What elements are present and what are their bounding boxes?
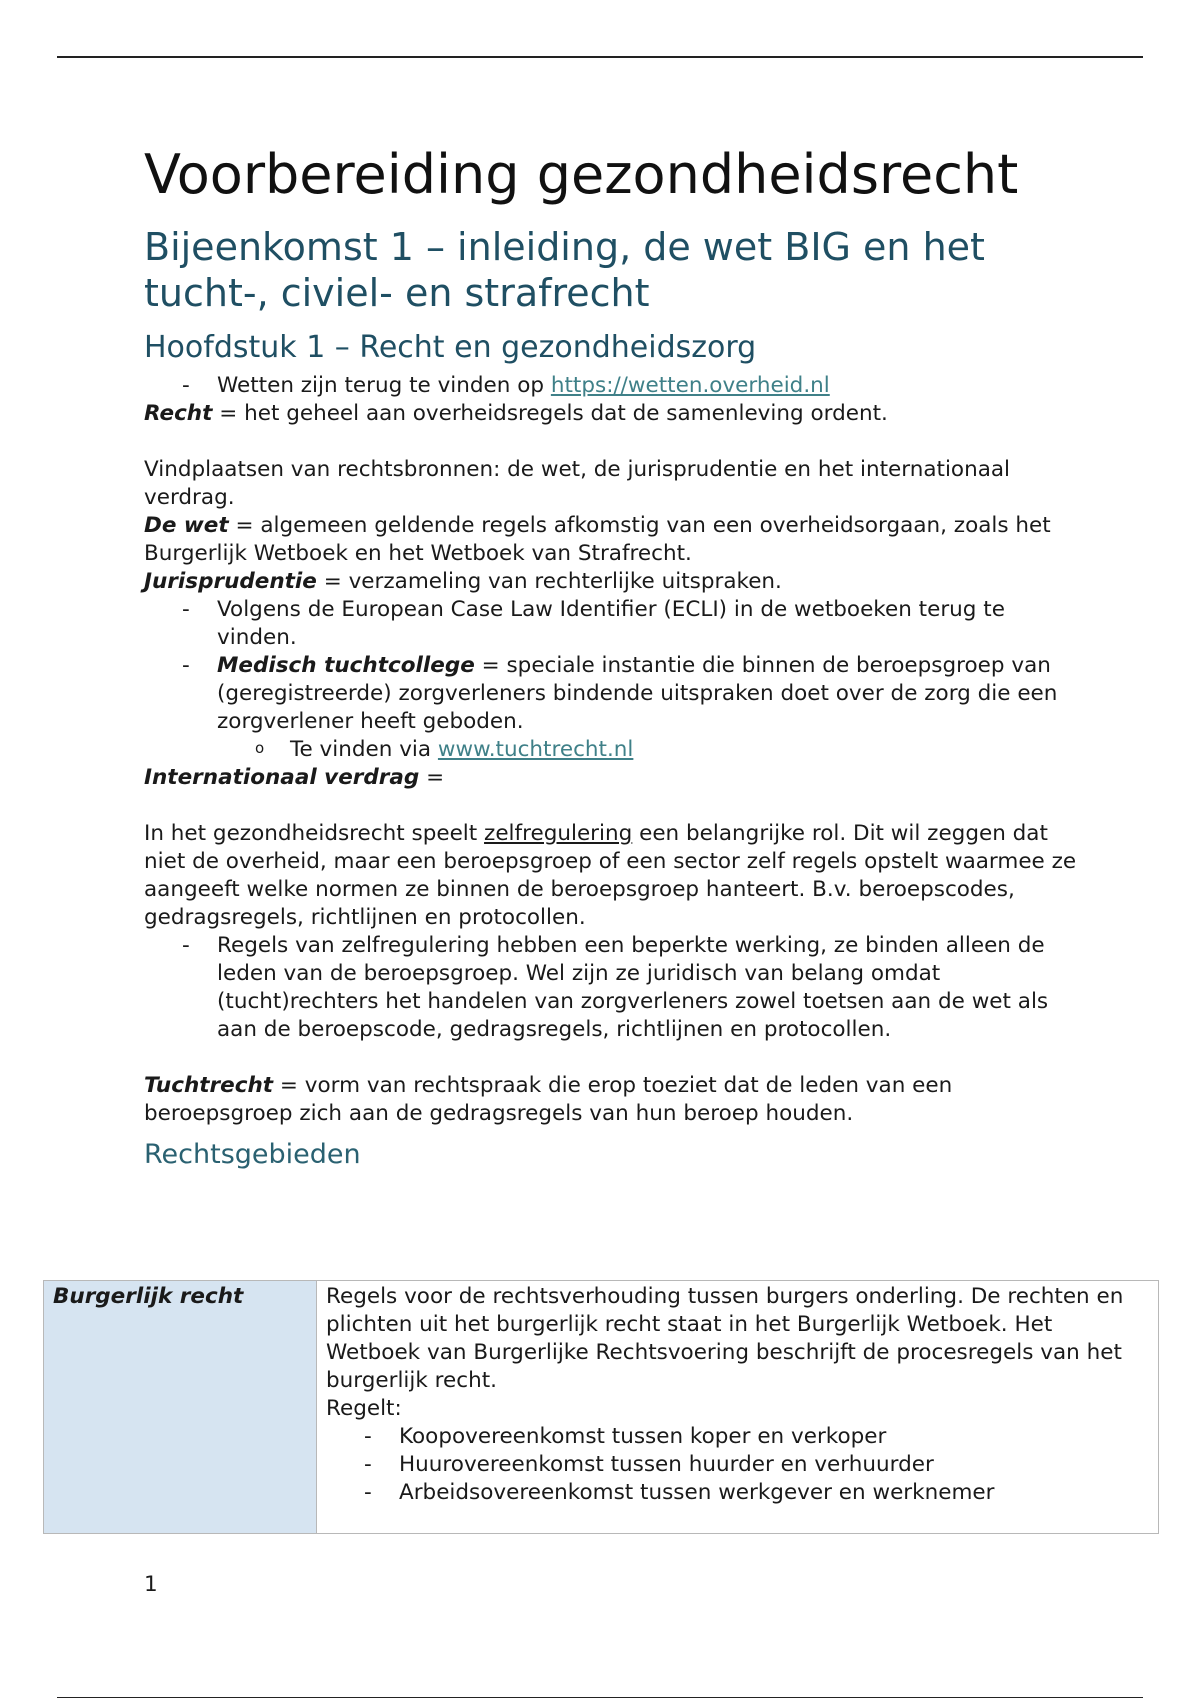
tuchtcollege-sublist [217,736,1084,764]
document-title: Voorbereiding gezondheidsrecht [144,143,1019,206]
table-row [44,1281,1159,1534]
list-item: - Volgens de European Case Law Identifier (ECLI) in de wetboeken terug te vinden. [144,596,1084,652]
vindplaatsen-paragraph: Vindplaatsen van rechtsbronnen: de wet, de jurisprudentie en het internationaal verdrag. [144,457,1011,510]
dewet-definition: De wet = algemeen geldende regels afkomstig van een overheidsorgaan, zoals het Burgerlijk Wetboek en het Wetboek van Strafrecht. [144,513,1051,566]
jurisprudentie-definition: Jurisprudentie = verzameling van rechterlijke uitspraken. [144,569,782,594]
subsection-heading: Rechtsgebieden [144,1139,361,1170]
zelfregulering-list [144,932,1084,1044]
list-item: - Wetten zijn terug te vinden op https://wetten.overheid.nl [144,372,1084,400]
tuchtrecht-link[interactable]: www.tuchtrecht.nl [437,737,634,762]
list-item: - Medisch tuchtcollege = speciale instantie die binnen de beroepsgroep van (geregistreerde) zorgverleners bindende uitspraken doet over de zorg die een zorgverlener heeft geboden. o Te vinden via www.tuchtrecht.nl [144,652,1084,764]
zelfregulering-paragraph: In het gezondheidsrecht speelt zelfregulering een belangrijke rol. Dit wil zeggen dat niet de overheid, maar een beroepsgroep of een sector zelf regels opstelt waarmee ze aangeeft welke normen ze binnen de beroepsgroep hanteert. B.v. beroepscodes, gedragsregels, richtlijnen en protocollen. [144,821,1077,930]
wetten-link[interactable]: https://wetten.overheid.nl [550,373,830,398]
list-item: - Koopovereenkomst tussen koper en verkoper [326,1423,1149,1451]
list-item: o Te vinden via www.tuchtrecht.nl [217,736,1084,764]
chapter-heading: Hoofdstuk 1 – Recht en gezondheidszorg [144,330,757,365]
wetten-list [144,372,1084,400]
internationaal-verdrag-definition: Internationaal verdrag = [144,765,445,790]
table-key-cell: Burgerlijk recht [44,1281,317,1534]
table-value-cell: Regels voor de rechtsverhouding tussen burgers onderling. De rechten en plichten uit het burgerlijk recht staat in het Burgerlijk Wetboek. Het Wetboek van Burgerlijke Rechtsvoering beschrijft de procesregels van het burgerlijk recht. Regelt: - Koopovereenkomst tussen koper en verkoper - Huurovereenkomst tussen huurder en verhuurder - Arbeidsovereenkomst tussen werkgever en werknemer [317,1281,1159,1534]
section-heading: Bijeenkomst 1 – inleiding, de wet BIG en het tucht-, civiel- en strafrecht [144,225,985,315]
rechtsgebieden-table [43,1280,1159,1534]
recht-definition: Recht = het geheel aan overheidsregels dat de samenleving ordent. [144,401,888,426]
document-body [144,140,1084,1178]
header-rule [57,56,1143,58]
list-item: - Huurovereenkomst tussen huurder en verhuurder [326,1451,1149,1479]
list-item: - Regels van zelfregulering hebben een beperkte werking, ze binden alleen de leden van de beroepsgroep. Wel zijn ze juridisch van belang omdat (tucht)rechters het handelen van zorgverleners zowel toetsen aan de wet als aan de beroepscode, gedragsregels, richtlijnen en protocollen. [144,932,1084,1044]
footer-rule [57,1697,1143,1698]
page-number: 1 [144,1572,158,1597]
jurisprudentie-list [144,596,1084,764]
list-item: - Arbeidsovereenkomst tussen werkgever en werknemer [326,1479,1149,1507]
tuchtrecht-definition: Tuchtrecht = vorm van rechtspraak die erop toeziet dat de leden van een beroepsgroep zich aan de gedragsregels van hun beroep houden. [144,1073,953,1126]
regelt-list [326,1423,1149,1507]
